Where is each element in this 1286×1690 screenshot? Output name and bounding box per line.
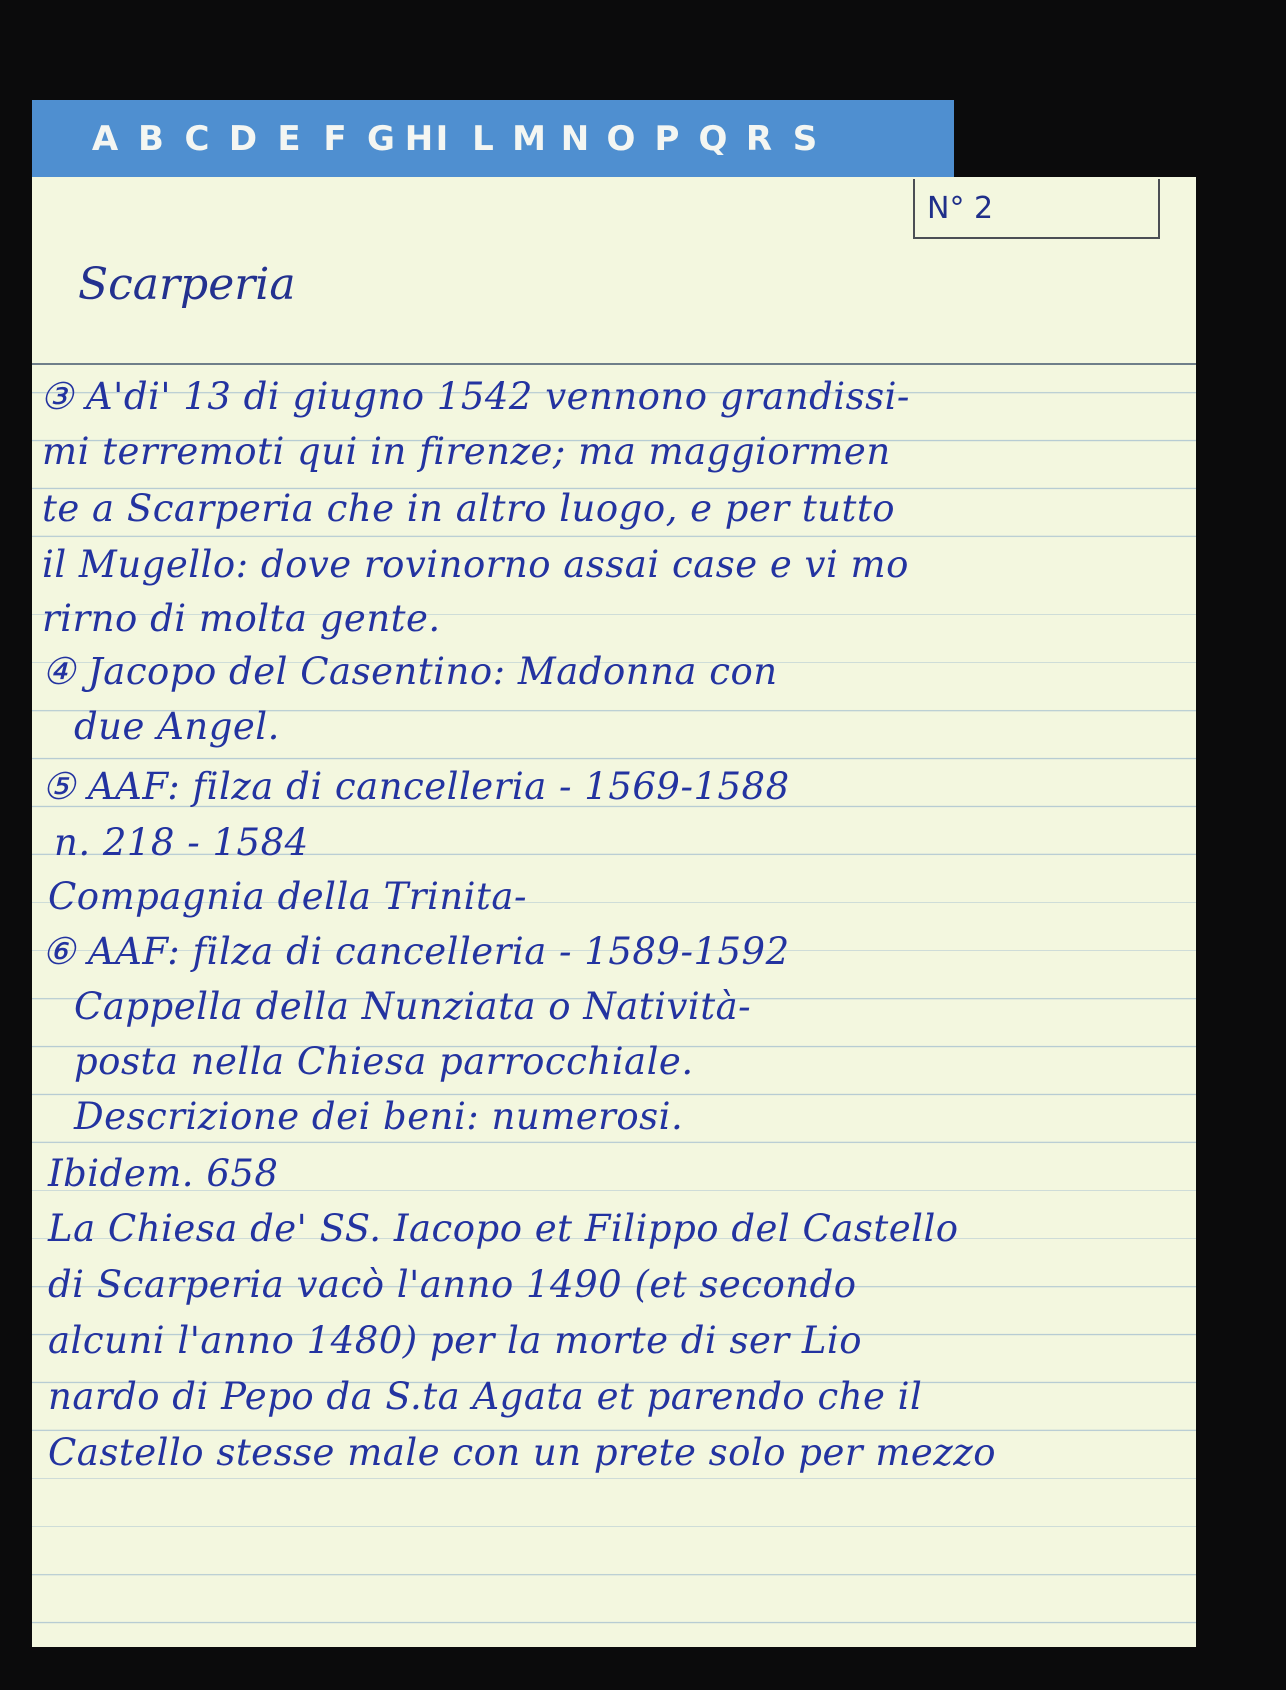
note-line: mi terremoti qui in firenze; ma maggiormen [42, 430, 891, 473]
note-line: Castello stesse male con un prete solo per mezzo [48, 1431, 997, 1474]
tab-letter: F [323, 119, 347, 159]
tab-letter: L [472, 119, 494, 159]
tab-letter: G [367, 119, 395, 159]
tab-letter: A [91, 119, 119, 159]
card-number-box [913, 179, 1160, 239]
tab-letter: H [404, 119, 434, 159]
tab-letter: O [606, 119, 636, 159]
tab-letter: E [277, 119, 301, 159]
tab-letter: I [435, 119, 449, 159]
note-line: ⑤ AAF: filza di cancelleria - 1569-1588 [42, 765, 790, 808]
tab-letter: P [654, 119, 680, 159]
note-line: posta nella Chiesa parrocchiale. [74, 1040, 694, 1083]
note-line: alcuni l'anno 1480) per la morte di ser Lio [48, 1319, 863, 1362]
index-card [32, 177, 1196, 1647]
tab-letter: N [560, 119, 590, 159]
tab-letter: C [184, 119, 210, 159]
note-line: Cappella della Nunziata o Natività- [74, 985, 752, 1028]
card-title: Scarperia [78, 259, 296, 310]
note-line: ③ A'di' 13 di giugno 1542 vennono grandissi- [40, 375, 910, 418]
note-line: Compagnia della Trinita- [48, 875, 527, 918]
note-line: il Mugello: dove rovinorno assai case e vi mo [42, 543, 909, 586]
alphabet-index-tab [32, 100, 954, 178]
tab-letter: Q [698, 119, 728, 159]
tab-letter: M [512, 119, 546, 159]
header-divider [32, 363, 1196, 365]
note-line: ④ Jacopo del Casentino: Madonna con [42, 650, 778, 693]
note-line: Ibidem. 658 [48, 1152, 279, 1195]
note-line: due Angel. [74, 705, 280, 748]
tab-letter: S [792, 119, 818, 159]
note-line: ⑥ AAF: filza di cancelleria - 1589-1592 [42, 930, 790, 973]
note-line: rirno di molta gente. [42, 597, 441, 640]
note-line: La Chiesa de' SS. Iacopo et Filippo del Castello [48, 1207, 959, 1250]
card-number: N° 2 [927, 190, 994, 226]
note-line: n. 218 - 1584 [54, 821, 309, 864]
tab-letter: D [228, 119, 258, 159]
note-line: te a Scarperia che in altro luogo, e per tutto [42, 487, 896, 530]
note-line: nardo di Pepo da S.ta Agata et parendo che il [48, 1375, 923, 1418]
tab-letter: B [138, 119, 164, 159]
tab-letter: R [745, 119, 773, 159]
note-line: Descrizione dei beni: numerosi. [74, 1095, 684, 1138]
note-line: di Scarperia vacò l'anno 1490 (et secondo [48, 1263, 857, 1306]
